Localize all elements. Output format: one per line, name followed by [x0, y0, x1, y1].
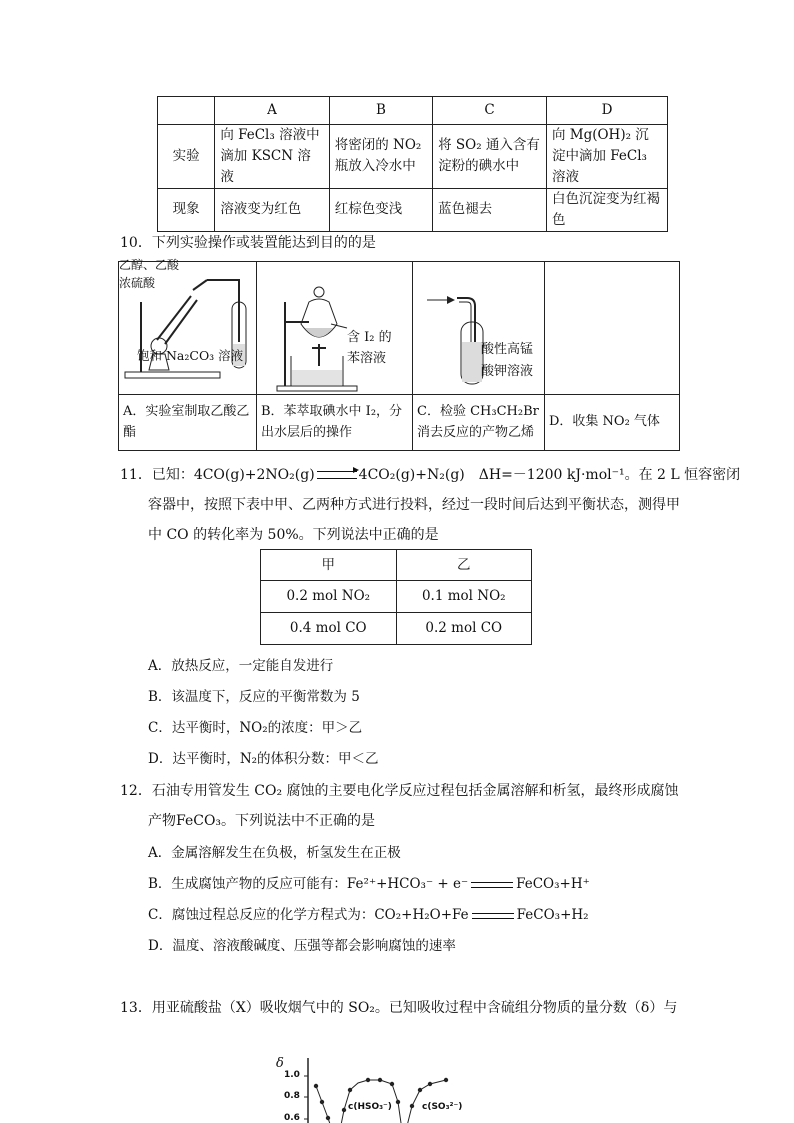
feed-header-jia: 甲	[261, 550, 397, 581]
figure-b-cell	[257, 262, 413, 395]
q12-option-d: D．温度、溶液酸碱度、压强等都会影响腐蚀的速率	[148, 938, 456, 954]
q11-option-c: C．达平衡时，NO₂的浓度：甲＞乙	[148, 720, 363, 736]
question-10-stem: 10．下列实验操作或装置能达到目的的是	[120, 235, 376, 251]
figure-a-label-2: 浓硫酸	[119, 276, 156, 290]
feed-cell: 0.4 mol CO	[261, 613, 397, 645]
figure-a-label-3: 饱和 Na₂CO₃ 溶液	[137, 348, 244, 363]
feed-cell: 0.2 mol NO₂	[261, 581, 397, 613]
fraction-chart	[270, 1050, 470, 1123]
figure-a-label-1: 乙醇、乙酸	[119, 258, 180, 272]
chart-y-label: δ	[276, 1056, 284, 1071]
table-header-cell: D	[546, 97, 667, 125]
figure-c-label-1: 酸性高锰	[481, 342, 534, 357]
figure-c-label-2: 酸钾溶液	[481, 364, 534, 379]
question-11-line-2: 容器中，按照下表中甲、乙两种方式进行投料，经过一段时间后达到平衡状态，测得甲	[148, 497, 680, 513]
table-cell: 向 Mg(OH)₂ 沉淀中滴加 FeCl₃ 溶液	[546, 125, 667, 189]
q12-option-b-right: FeCO₃+H⁺	[516, 876, 590, 892]
q12-option-c	[148, 903, 589, 923]
feed-table	[260, 549, 532, 645]
figure-b-label-2: 苯溶液	[347, 351, 387, 366]
feed-cell: 0.2 mol CO	[396, 613, 532, 645]
feed-cell: 0.1 mol NO₂	[396, 581, 532, 613]
question-11-line-3: 中 CO 的转化率为 50%。下列说法中正确的是	[148, 527, 439, 543]
chart-label-so3: c(SO₃²⁻)	[422, 1102, 463, 1112]
table-header-cell	[158, 97, 215, 125]
table-header-cell: B	[329, 97, 432, 125]
table-cell: 向 FeCl₃ 溶液中滴加 KSCN 溶液	[215, 125, 329, 189]
q12-option-c-right: FeCO₃+H₂	[516, 907, 589, 923]
chart-ytick: 0.6	[284, 1113, 300, 1123]
chart-ytick: 0.8	[284, 1091, 300, 1101]
chart-svg	[270, 1050, 470, 1123]
option-d: D．收集 NO₂ 气体	[545, 395, 680, 451]
table-cell: 将 SO₂ 通入含有淀粉的碘水中	[433, 125, 547, 189]
apparatus-table	[118, 258, 680, 451]
table-cell: 蓝色褪去	[433, 188, 547, 231]
chart-ytick: 1.0	[284, 1070, 300, 1080]
question-12-line-1: 12．石油专用管发生 CO₂ 腐蚀的主要电化学反应过程包括金属溶解和析氢，最终形成腐蚀	[120, 783, 679, 799]
figure-c-cell	[413, 262, 545, 395]
q11-option-d: D．达平衡时，N₂的体积分数：甲＜乙	[148, 751, 379, 767]
table-cell: 将密闭的 NO₂ 瓶放入冷水中	[329, 125, 432, 189]
q12-option-c-left: C．腐蚀过程总反应的化学方程式为：CO₂+H₂O+Fe	[148, 907, 469, 923]
question-13-stem: 13．用亚硫酸盐（X）吸收烟气中的 SO₂。已知吸收过程中含硫组分物质的量分数（δ）与	[120, 1000, 678, 1016]
q11-option-b: B．该温度下，反应的平衡常数为 5	[148, 689, 360, 705]
question-12-line-2: 产物FeCO₃。下列说法中不正确的是	[148, 813, 376, 829]
question-11-equation-left: 11．已知：4CO(g)+2NO₂(g)	[120, 467, 315, 483]
equals-sign-icon	[472, 913, 514, 919]
experiment-table	[157, 96, 668, 232]
table-cell: 红棕色变浅	[329, 188, 432, 231]
chart-label-hso3: c(HSO₃⁻)	[348, 1102, 392, 1112]
row-label: 现象	[158, 188, 215, 231]
q12-option-b-left: B．生成腐蚀产物的反应可能有：Fe²⁺+HCO₃⁻ + e⁻	[148, 876, 469, 892]
figure-b-label-1: 含 I₂ 的	[347, 330, 392, 345]
figure-a-cell	[119, 258, 257, 395]
option-b: B．苯萃取碘水中 I₂，分出水层后的操作	[257, 395, 413, 451]
equals-sign-icon	[471, 882, 513, 888]
reversible-arrow-icon	[317, 471, 357, 479]
question-11-line-1	[120, 464, 740, 484]
figure-d-cell	[545, 262, 680, 395]
row-label: 实验	[158, 125, 215, 189]
q12-option-b	[148, 872, 590, 892]
feed-header-yi: 乙	[396, 550, 532, 581]
q12-option-a: A．金属溶解发生在负极，析氢发生在正极	[148, 845, 401, 861]
table-header-cell: A	[215, 97, 329, 125]
option-a: A．实验室制取乙酸乙酯	[119, 395, 257, 451]
option-c: C．检验 CH₃CH₂Br 消去反应的产物乙烯	[413, 395, 545, 451]
table-cell: 溶液变为红色	[215, 188, 329, 231]
table-cell: 白色沉淀变为红褐色	[546, 188, 667, 231]
question-11-equation-right: 4CO₂(g)+N₂(g) ΔH=－1200 kJ·mol⁻¹。在 2 L 恒容密闭	[358, 467, 741, 483]
table-header-cell: C	[433, 97, 547, 125]
q11-option-a: A．放热反应，一定能自发进行	[148, 658, 334, 674]
